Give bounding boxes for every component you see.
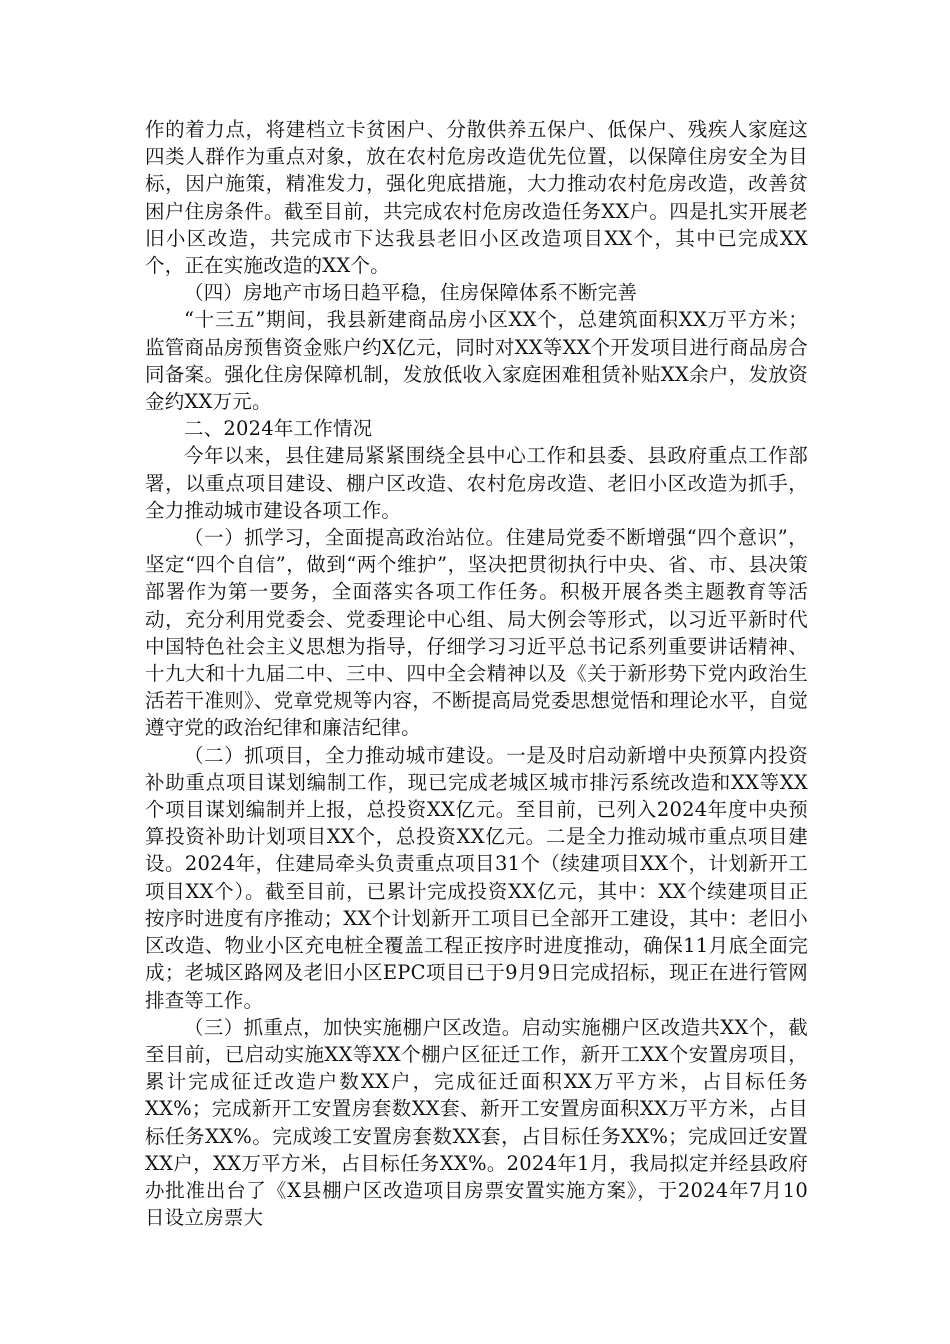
paragraph-study: （一）抓学习，全面提高政治站位。住建局党委不断增强“四个意识”，坚定“四个自信”，做到“两个维护”，坚决把贯彻执行中央、省、市、县决策部署作为第一要务，全面落实各项工作任务。积极开展各类主题教育等活动，充分利用党委会、党委理论中心组、局大例会等形式，以习近平新时代中国特色社会主义思想为指导，仔细学习习近平总书记系列重要讲话精神、十九大和十九届二中、三中、四中全会精神以及《关于新形势下党内政治生活若干准则》、党章党规等内容，不断提高局党委思想觉悟和理论水平，自觉遵守党的政治纪律和廉洁纪律。 xyxy=(145,526,808,740)
paragraph-rural-housing: 作的着力点，将建档立卡贫困户、分散供养五保户、低保户、残疾人家庭这四类人群作为重点对象，放在农村危房改造优先位置，以保障住房安全为目标，因户施策，精准发力，强化兜底措施，大力推动农村危房改造，改善贫困户住房条件。截至目前，共完成农村危房改造任务XX户。四是扎实开展老旧小区改造，共完成市下达我县老旧小区改造项目XX个，其中已完成XX个，正在实施改造的XX个。 xyxy=(145,118,808,278)
paragraph-2024-overview: 今年以来，县住建局紧紧围绕全县中心工作和县委、县政府重点工作部署，以重点项目建设、棚户区改造、农村危房改造、老旧小区改造为抓手，全力推动城市建设各项工作。 xyxy=(145,444,808,522)
paragraph-projects: （二）抓项目，全力推动城市建设。一是及时启动新增中央预算内投资补助重点项目谋划编制工作，现已完成老城区城市排污系统改造和XX等XX个项目谋划编制并上报，总投资XX亿元。至目前，已列入2024年度中央预算投资补助计划项目XX个，总投资XX亿元。二是全力推动城市重点项目建设。2024年，住建局牵头负责重点项目31个（续建项目XX个，计划新开工项目XX个）。截至目前，已累计完成投资XX亿元，其中：XX个续建项目正按序时进度有序推动；XX个计划新开工项目已全部开工建设，其中：老旧小区改造、物业小区充电桩全覆盖工程正按序时进度推动，确保11月底全面完成；老城区路网及老旧小区EPC项目已于9月9日完成招标，现正在进行管网排查等工作。 xyxy=(145,743,808,1012)
section-heading-real-estate: （四）房地产市场日趋平稳，住房保障体系不断完善 xyxy=(184,281,638,305)
document-body xyxy=(145,116,808,1231)
paragraph-real-estate: “十三五”期间，我县新建商品房小区XX个，总建筑面积XX万平方米；监管商品房预售资金账户约X亿元，同时对XX等XX个开发项目进行商品房合同备案。强化住房保障机制，发放低收入家庭困难租赁补贴XX余户，发放资金约XX万元。 xyxy=(145,308,808,414)
paragraph-shantytown: （三）抓重点，加快实施棚户区改造。启动实施棚户区改造共XX个，截至目前，已启动实施XX等XX个棚户区征迁工作，新开工XX个安置房项目，累计完成征迁改造户数XX户，完成征迁面积XX万平方米，占目标任务XX%；完成新开工安置房套数XX套、新开工安置房面积XX万平方米，占目标任务XX%。完成竣工安置房套数XX套，占目标任务XX%；完成回迁安置XX户，XX万平方米，占目标任务XX%。2024年1月，我局拟定并经县政府办批准出台了《X县棚户区改造项目房票安置实施方案》，于2024年7月10日设立房票大 xyxy=(145,1015,808,1230)
section-heading-2024: 二、2024年工作情况 xyxy=(184,417,373,441)
